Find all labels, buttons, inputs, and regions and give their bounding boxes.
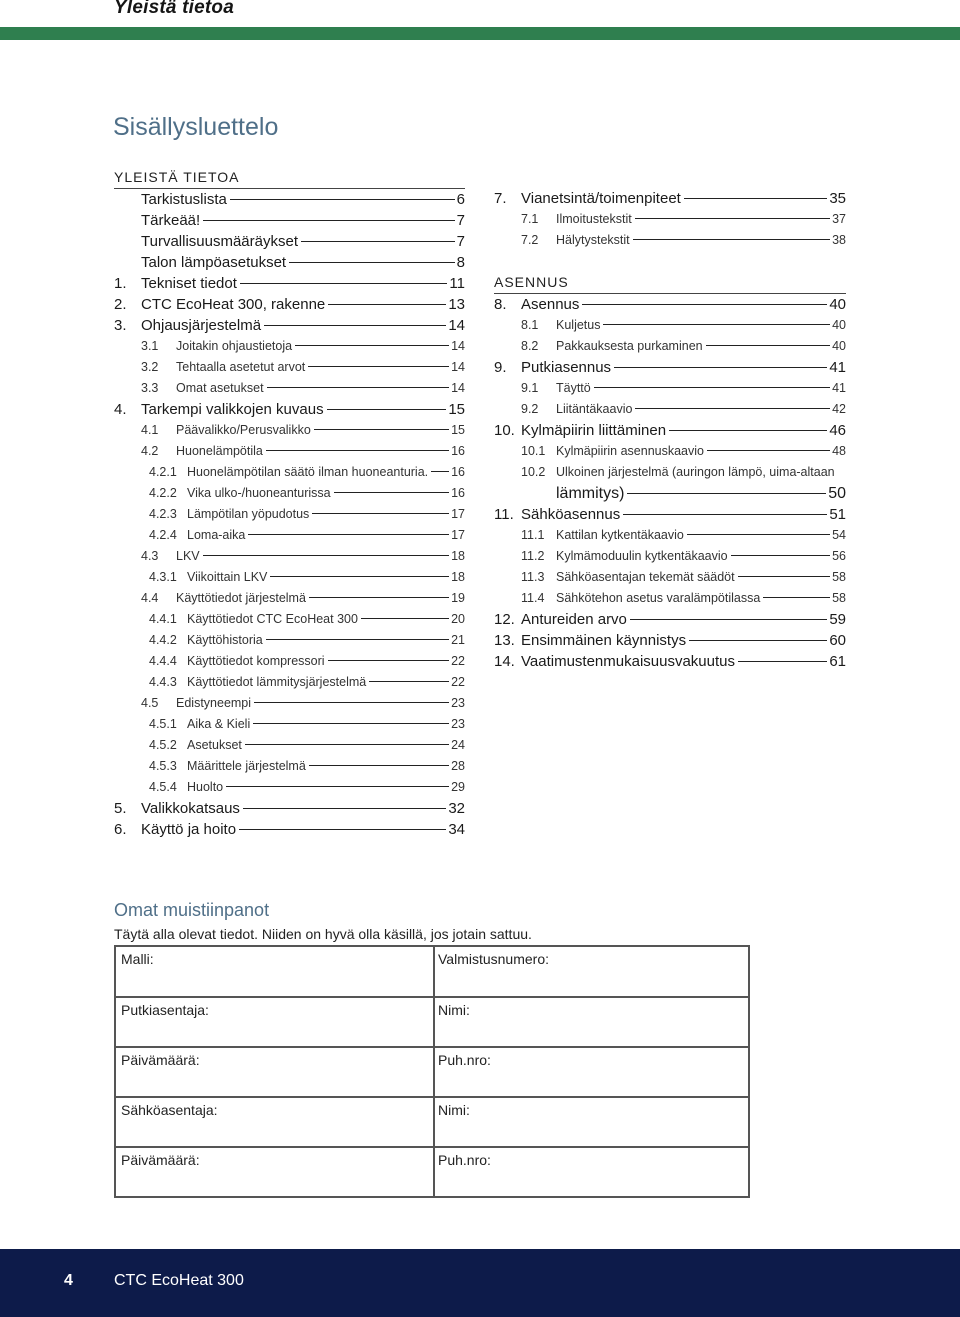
- toc-entry-page: 28: [451, 759, 465, 773]
- field-label-plumber-name: Nimi:: [438, 1002, 470, 1018]
- toc-entry[interactable]: [494, 609, 846, 630]
- toc-leader-line: [203, 555, 449, 556]
- toc-entry-page: 8: [456, 254, 465, 271]
- toc-leader-line: [633, 239, 830, 240]
- toc-leader-line: [334, 492, 449, 493]
- toc-entry-page: 16: [451, 486, 465, 500]
- toc-entry[interactable]: [494, 230, 846, 251]
- toc-entry-label: Kylmämoduulin kytkentäkaavio: [556, 549, 728, 563]
- toc-entry-page: 23: [451, 717, 465, 731]
- toc-entry-page: 14: [451, 381, 465, 395]
- toc-entry[interactable]: [494, 483, 846, 504]
- toc-leader-line: [245, 744, 449, 745]
- toc-right-column: [494, 188, 846, 672]
- toc-entry-page: 15: [448, 401, 465, 418]
- toc-entry[interactable]: [114, 651, 465, 672]
- toc-entry-page: 22: [451, 654, 465, 668]
- toc-entry-number: 13.: [494, 632, 515, 649]
- toc-entry[interactable]: [114, 378, 465, 399]
- toc-entry-number: 5.: [114, 800, 127, 817]
- toc-entry-label: Liitäntäkaavio: [556, 402, 633, 416]
- toc-entry-number: 8.1: [521, 318, 539, 332]
- toc-entry-label: Loma-aika: [187, 528, 246, 542]
- toc-entry-label: Antureiden arvo: [521, 611, 627, 628]
- toc-entry[interactable]: [494, 378, 846, 399]
- toc-entry-label: Aika & Kieli: [187, 717, 251, 731]
- toc-entry-number: 4.2.3: [149, 507, 177, 521]
- toc-entry[interactable]: [114, 231, 465, 252]
- toc-entry-label: Tärkeää!: [141, 212, 201, 229]
- toc-entry[interactable]: [114, 420, 465, 441]
- toc-entry-label: Valikkokatsaus: [141, 800, 240, 817]
- toc-entry-page: 58: [832, 570, 846, 584]
- table-divider: [116, 996, 748, 998]
- notes-form-table: [114, 945, 750, 1198]
- toc-entry-number: 10.1: [521, 444, 546, 458]
- toc-entry-label: Huonelämpötilan säätö ilman huoneanturia.: [187, 465, 429, 479]
- toc-leader-line: [264, 325, 446, 326]
- toc-entry-number: 11.4: [521, 591, 545, 605]
- toc-entry-label: Käyttö ja hoito: [141, 821, 237, 838]
- toc-entry-label: Tarkistuslista: [141, 191, 227, 208]
- toc-entry-page: 14: [451, 360, 465, 374]
- toc-entry-number: 4.5.2: [149, 738, 177, 752]
- toc-entry-label: Kattilan kytkentäkaavio: [556, 528, 684, 542]
- toc-entry-page: 41: [832, 381, 846, 395]
- toc-entry[interactable]: [494, 441, 846, 462]
- toc-entry-label: Viikoittain LKV: [187, 570, 268, 584]
- toc-entry-number: 4.2.1: [149, 465, 177, 479]
- toc-entry-page: 7: [456, 212, 465, 229]
- toc-entry-label: Sähkötehon asetus varalämpötilassa: [556, 591, 761, 605]
- toc-leader-line: [431, 471, 449, 472]
- toc-entry-number: 11.1: [521, 528, 545, 542]
- toc-leader-line: [707, 450, 830, 451]
- toc-entry-page: 15: [451, 423, 465, 437]
- toc-leader-line: [731, 555, 830, 556]
- toc-entry-page: 56: [832, 549, 846, 563]
- toc-entry-number: 3.3: [141, 381, 159, 395]
- toc-entry-number: 6.: [114, 821, 127, 838]
- toc-leader-line: [687, 534, 830, 535]
- toc-leader-line: [309, 597, 449, 598]
- toc-entry[interactable]: [114, 441, 465, 462]
- toc-entry[interactable]: [114, 693, 465, 714]
- toc-entry-label: Sähköasentajan tekemät säädöt: [556, 570, 735, 584]
- toc-leader-line: [267, 387, 450, 388]
- toc-entry-page: 29: [451, 780, 465, 794]
- toc-entry-page: 16: [451, 444, 465, 458]
- toc-entry-number: 4.5: [141, 696, 159, 710]
- toc-entry-number: 7.2: [521, 233, 539, 247]
- toc-entry[interactable]: [114, 819, 465, 840]
- toc-entry-number: 1.: [114, 275, 127, 292]
- toc-leader-line: [327, 409, 447, 410]
- toc-entry-page: 34: [448, 821, 465, 838]
- toc-entry-label: Omat asetukset: [176, 381, 264, 395]
- toc-entry[interactable]: [114, 609, 465, 630]
- toc-leader-line: [314, 429, 449, 430]
- toc-entry-page: 40: [832, 339, 846, 353]
- toc-entry-page: 13: [448, 296, 465, 313]
- toc-entry[interactable]: [494, 588, 846, 609]
- toc-entry-number: 4.5.1: [149, 717, 177, 731]
- toc-leader-line: [270, 576, 449, 577]
- toc-entry-label: Käyttötiedot CTC EcoHeat 300: [187, 612, 358, 626]
- toc-entry-page: 51: [829, 506, 846, 523]
- toc-entry-page: 23: [451, 696, 465, 710]
- toc-entry[interactable]: [494, 651, 846, 672]
- toc-entry-page: 46: [829, 422, 846, 439]
- toc-entry[interactable]: [494, 546, 846, 567]
- toc-entry-label: lämmitys): [556, 485, 625, 502]
- toc-leader-line: [226, 786, 449, 787]
- toc-entry-label: Asetukset: [187, 738, 242, 752]
- toc-entry-label: Pakkauksesta purkaminen: [556, 339, 703, 353]
- toc-entry-label: Kuljetus: [556, 318, 601, 332]
- toc-entry-number: 9.: [494, 359, 507, 376]
- toc-entry-label: Täyttö: [556, 381, 591, 395]
- toc-leader-line: [369, 681, 449, 682]
- table-divider: [116, 1046, 748, 1048]
- toc-entry[interactable]: [494, 420, 846, 441]
- toc-entry-number: 4.2.2: [149, 486, 177, 500]
- toc-leader-line: [635, 408, 830, 409]
- toc-entry-label: Ilmoitustekstit: [556, 212, 632, 226]
- toc-entry-label: Kylmäpiirin liittäminen: [521, 422, 667, 439]
- toc-entry-page: 37: [832, 212, 846, 226]
- toc-entry-page: 6: [456, 191, 465, 208]
- toc-entry-number: 4.1: [141, 423, 159, 437]
- toc-entry-number: 7.1: [521, 212, 539, 226]
- toc-entry-page: 42: [832, 402, 846, 416]
- toc-entry[interactable]: [114, 567, 465, 588]
- toc-entry-number: 4.3: [141, 549, 159, 563]
- toc-entry-label: Käyttöhistoria: [187, 633, 263, 647]
- section-head-install: ASENNUS: [494, 272, 846, 294]
- toc-entry-label: Hälytystekstit: [556, 233, 630, 247]
- toc-entry-number: 12.: [494, 611, 515, 628]
- toc-entry[interactable]: [114, 483, 465, 504]
- toc-leader-line: [295, 345, 449, 346]
- toc-entry-page: 18: [451, 570, 465, 584]
- toc-entry-label: Ensimmäinen käynnistys: [521, 632, 687, 649]
- toc-entry-number: 4.5.4: [149, 780, 177, 794]
- toc-entry[interactable]: [114, 630, 465, 651]
- toc-leader-line: [266, 639, 449, 640]
- section-head-general: YLEISTÄ TIETOA: [114, 167, 465, 189]
- toc-entry-page: 32: [448, 800, 465, 817]
- toc-entry[interactable]: [114, 357, 465, 378]
- toc-entry[interactable]: [114, 798, 465, 819]
- toc-entry[interactable]: [494, 399, 846, 420]
- toc-entry-number: 11.: [494, 506, 514, 523]
- toc-entry[interactable]: [114, 588, 465, 609]
- table-divider: [116, 1146, 748, 1148]
- footer-bar: [0, 1249, 960, 1317]
- toc-leader-line: [635, 218, 830, 219]
- toc-leader-line: [738, 576, 830, 577]
- toc-leader-line: [253, 723, 449, 724]
- toc-entry-label: Talon lämpöasetukset: [141, 254, 287, 271]
- toc-leader-line: [328, 304, 446, 305]
- toc-leader-line: [301, 241, 455, 242]
- toc-leader-line: [240, 283, 448, 284]
- toc-entry-number: 8.2: [521, 339, 539, 353]
- toc-leader-line: [614, 367, 827, 368]
- toc-entry-label: Ulkoinen järjestelmä (auringon lämpö, uima-altaan: [556, 465, 835, 479]
- toc-entry-label: Käyttötiedot kompressori: [187, 654, 325, 668]
- toc-entry[interactable]: [114, 210, 465, 231]
- toc-entry-number: 4.4: [141, 591, 159, 605]
- toc-entry[interactable]: [114, 273, 465, 294]
- toc-entry-page: 11: [449, 275, 465, 292]
- toc-entry[interactable]: [494, 462, 846, 483]
- toc-leader-line: [203, 220, 454, 221]
- toc-left-column: [114, 167, 465, 840]
- toc-entry[interactable]: [114, 399, 465, 420]
- toc-entry[interactable]: [114, 714, 465, 735]
- toc-leader-line: [582, 304, 827, 305]
- toc-entry[interactable]: [114, 189, 465, 210]
- toc-leader-line: [738, 661, 827, 662]
- toc-entry-label: Turvallisuusmääräykset: [141, 233, 298, 250]
- toc-entry-number: 3.: [114, 317, 127, 334]
- field-label-electrician-name: Nimi:: [438, 1102, 470, 1118]
- toc-entry[interactable]: [114, 777, 465, 798]
- toc-entry-number: 4.: [114, 401, 127, 418]
- running-header: Yleistä tietoa: [114, 0, 235, 18]
- toc-entry[interactable]: [114, 252, 465, 273]
- toc-entry-label: Ohjausjärjestelmä: [141, 317, 262, 334]
- toc-entry[interactable]: [494, 209, 846, 230]
- toc-title: Sisällysluettelo: [113, 113, 279, 141]
- toc-entry-page: 18: [451, 549, 465, 563]
- toc-entry-number: 10.2: [521, 465, 546, 479]
- field-label-electrician-phone: Puh.nro:: [438, 1152, 491, 1168]
- toc-entry-page: 17: [451, 528, 465, 542]
- toc-entry-number: 4.2: [141, 444, 159, 458]
- toc-entry-page: 38: [832, 233, 846, 247]
- toc-entry-page: 14: [448, 317, 465, 334]
- toc-entry-number: 4.2.4: [149, 528, 177, 542]
- green-band: [0, 27, 960, 40]
- toc-entry-page: 61: [829, 653, 846, 670]
- toc-entry-page: 22: [451, 675, 465, 689]
- toc-entry-number: 7.: [494, 190, 507, 207]
- toc-entry-page: 20: [451, 612, 465, 626]
- toc-entry-label: Käyttötiedot lämmitysjärjestelmä: [187, 675, 367, 689]
- toc-entry[interactable]: [114, 462, 465, 483]
- toc-entry-number: 14.: [494, 653, 515, 670]
- toc-entry-label: Huolto: [187, 780, 224, 794]
- toc-entry-page: 48: [832, 444, 846, 458]
- toc-entry[interactable]: [494, 294, 846, 315]
- toc-entry-label: Joitakin ohjaustietoja: [176, 339, 293, 353]
- toc-entry-number: 2.: [114, 296, 127, 313]
- toc-leader-line: [308, 366, 449, 367]
- toc-entry-page: 24: [451, 738, 465, 752]
- toc-entry-page: 14: [451, 339, 465, 353]
- toc-entry-label: Vika ulko-/huoneanturissa: [187, 486, 331, 500]
- toc-entry[interactable]: [494, 315, 846, 336]
- toc-entry[interactable]: [114, 336, 465, 357]
- toc-entry-label: Tekniset tiedot: [141, 275, 237, 292]
- toc-entry-page: 50: [828, 485, 846, 502]
- toc-leader-line: [266, 450, 449, 451]
- toc-entry-page: 60: [829, 632, 846, 649]
- toc-entry[interactable]: [494, 504, 846, 525]
- toc-entry-page: 16: [451, 465, 465, 479]
- toc-entry[interactable]: [114, 756, 465, 777]
- field-label-serial: Valmistusnumero:: [438, 951, 550, 967]
- toc-leader-line: [230, 199, 455, 200]
- toc-entry-page: 17: [451, 507, 465, 521]
- toc-entry-number: 8.: [494, 296, 507, 313]
- toc-entry-label: CTC EcoHeat 300, rakenne: [141, 296, 326, 313]
- toc-entry-number: 4.4.3: [149, 675, 177, 689]
- field-label-electrician-date: Päivämäärä:: [121, 1152, 200, 1168]
- toc-entry-page: 54: [832, 528, 846, 542]
- toc-entry-label: Kylmäpiirin asennuskaavio: [556, 444, 704, 458]
- toc-entry-label: Lämpötilan yöpudotus: [187, 507, 310, 521]
- toc-entry-label: Tehtaalla asetetut arvot: [176, 360, 306, 374]
- toc-entry[interactable]: [494, 336, 846, 357]
- notes-subtitle: Täytä alla olevat tiedot. Niiden on hyvä olla käsillä, jos jotain sattuu.: [114, 926, 532, 942]
- toc-entry-page: 58: [832, 591, 846, 605]
- toc-entry-label: Käyttötiedot järjestelmä: [176, 591, 306, 605]
- toc-entry[interactable]: [114, 672, 465, 693]
- toc-entry[interactable]: [114, 315, 465, 336]
- toc-entry[interactable]: [114, 294, 465, 315]
- table-divider: [116, 1096, 748, 1098]
- toc-leader-line: [289, 262, 455, 263]
- toc-entry[interactable]: [114, 525, 465, 546]
- toc-entry[interactable]: [494, 525, 846, 546]
- toc-entry-number: 4.4.4: [149, 654, 177, 668]
- toc-leader-line: [361, 618, 449, 619]
- toc-entry-number: 9.1: [521, 381, 539, 395]
- toc-leader-line: [243, 808, 446, 809]
- toc-leader-line: [309, 765, 449, 766]
- toc-entry-number: 3.2: [141, 360, 159, 374]
- toc-leader-line: [763, 597, 830, 598]
- notes-title: Omat muistiinpanot: [114, 900, 270, 920]
- toc-entry-label: Edistyneempi: [176, 696, 252, 710]
- toc-entry-number: 4.5.3: [149, 759, 177, 773]
- toc-leader-line: [328, 660, 450, 661]
- toc-entry[interactable]: [494, 630, 846, 651]
- toc-leader-line: [627, 493, 826, 494]
- field-label-plumber-date: Päivämäärä:: [121, 1052, 200, 1068]
- toc-entry-number: 3.1: [141, 339, 159, 353]
- toc-entry[interactable]: [494, 357, 846, 378]
- toc-entry-number: 4.4.1: [149, 612, 177, 626]
- toc-entry-number: 4.4.2: [149, 633, 177, 647]
- field-label-model: Malli:: [121, 951, 154, 967]
- toc-entry-page: 41: [829, 359, 846, 376]
- toc-entry-label: Putkiasennus: [521, 359, 612, 376]
- field-label-electrician: Sähköasentaja:: [121, 1102, 218, 1118]
- toc-leader-line: [254, 702, 449, 703]
- toc-entry-number: 11.2: [521, 549, 545, 563]
- toc-leader-line: [669, 430, 827, 431]
- page-number: 4: [64, 1272, 73, 1289]
- toc-entry-number: 4.3.1: [149, 570, 177, 584]
- field-label-plumber: Putkiasentaja:: [121, 1002, 209, 1018]
- toc-entry-number: 11.3: [521, 570, 545, 584]
- table-divider-vertical: [433, 947, 435, 1196]
- toc-entry[interactable]: [494, 567, 846, 588]
- toc-entry-label: Määrittele järjestelmä: [187, 759, 306, 773]
- toc-entry-page: 19: [451, 591, 465, 605]
- toc-leader-line: [239, 829, 446, 830]
- toc-entry-page: 40: [829, 296, 846, 313]
- toc-entry-label: Tarkempi valikkojen kuvaus: [141, 401, 324, 418]
- toc-entry-number: 10.: [494, 422, 515, 439]
- toc-entry-label: Huonelämpötila: [176, 444, 263, 458]
- toc-entry[interactable]: [114, 546, 465, 567]
- toc-leader-line: [248, 534, 449, 535]
- toc-entry[interactable]: [114, 504, 465, 525]
- toc-entry-page: 35: [829, 190, 846, 207]
- toc-entry-label: Vianetsintä/toimenpiteet: [521, 190, 681, 207]
- field-label-plumber-phone: Puh.nro:: [438, 1052, 491, 1068]
- toc-leader-line: [689, 640, 827, 641]
- toc-leader-line: [706, 345, 830, 346]
- toc-leader-line: [623, 514, 827, 515]
- toc-entry-label: Päävalikko/Perusvalikko: [176, 423, 311, 437]
- toc-entry-label: LKV: [176, 549, 200, 563]
- toc-entry-page: 7: [456, 233, 465, 250]
- toc-leader-line: [684, 198, 827, 199]
- toc-entry-label: Asennus: [521, 296, 580, 313]
- toc-leader-line: [594, 387, 830, 388]
- toc-entry-label: Sähköasennus: [521, 506, 621, 523]
- toc-entry-number: 9.2: [521, 402, 539, 416]
- toc-entry-page: 59: [829, 611, 846, 628]
- toc-leader-line: [312, 513, 449, 514]
- toc-entry[interactable]: [494, 188, 846, 209]
- product-name: CTC EcoHeat 300: [114, 1272, 244, 1289]
- toc-leader-line: [630, 619, 827, 620]
- toc-leader-line: [603, 324, 830, 325]
- toc-entry-page: 21: [451, 633, 465, 647]
- toc-entry-label: Vaatimustenmukaisuusvakuutus: [521, 653, 735, 670]
- toc-entry[interactable]: [114, 735, 465, 756]
- toc-entry-page: 40: [832, 318, 846, 332]
